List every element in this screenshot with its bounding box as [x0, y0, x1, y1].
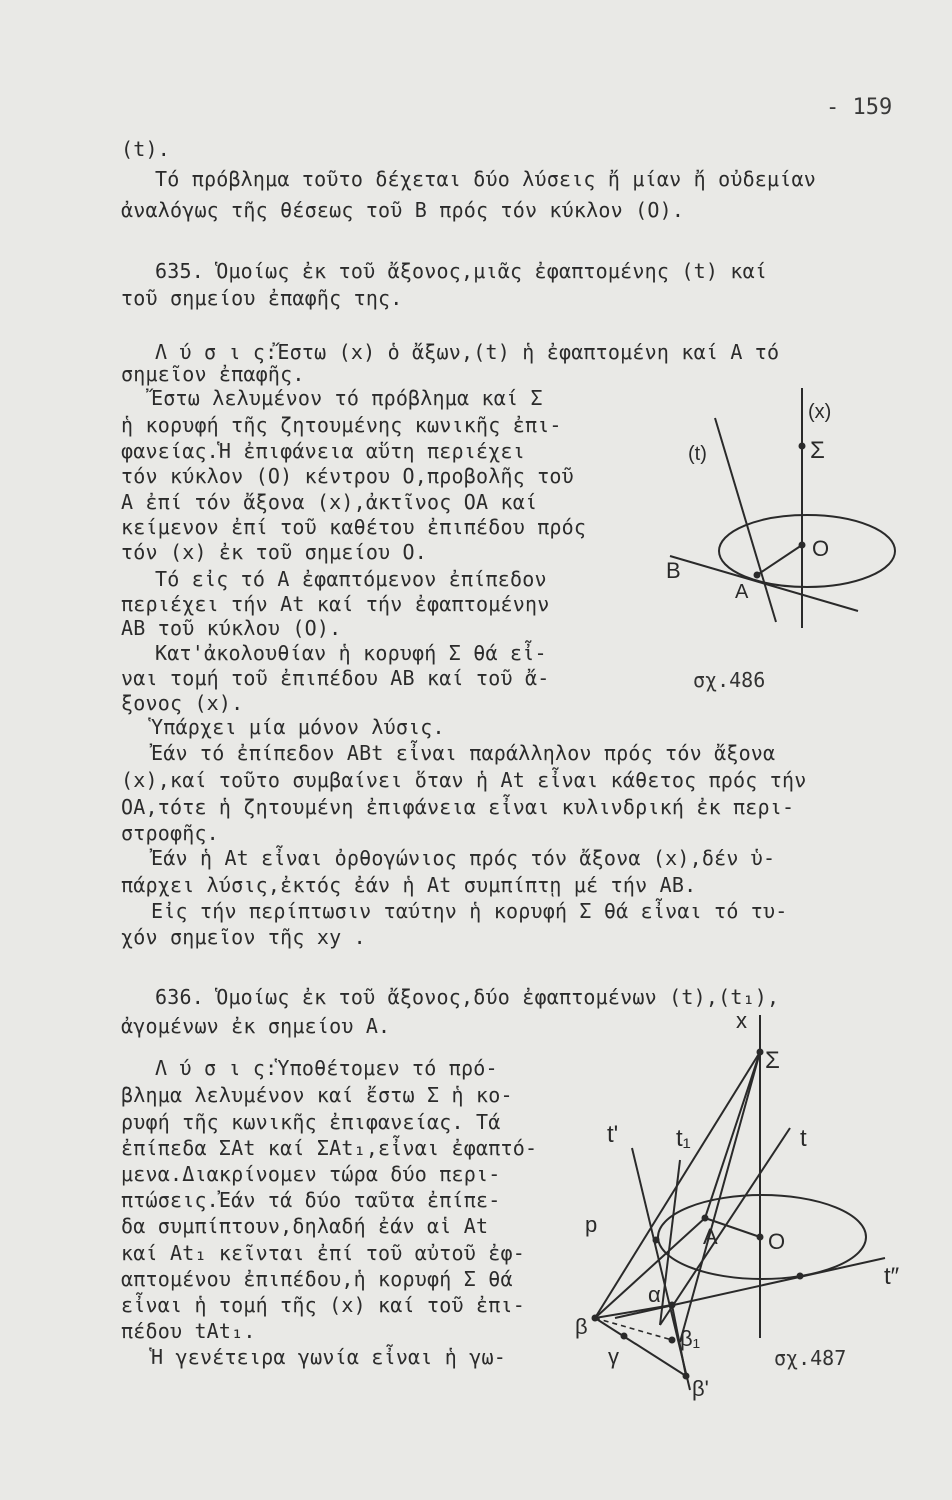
- text-line: Α ἐπί τόν ἄξονα (x),ἀκτῖνος ΟΑ καί: [121, 490, 538, 514]
- text-line: ρυφή τῆς κωνικῆς ἐπιφανείας. Τά: [121, 1110, 501, 1134]
- label-beta: β: [575, 1314, 588, 1339]
- text-line: Ἐάν τό ἐπίπεδον ΑΒt εἶναι παράλληλον πρός τόν ἄξονα: [151, 741, 776, 765]
- text-line: πάρχει λύσις,ἐκτός ἐάν ἡ Αt συμπίπτῃ μέ τήν ΑΒ.: [121, 873, 697, 897]
- problem-636-statement: 636. Ὁμοίως ἐκ τοῦ ἄξονος,δύο ἐφαπτομένων (t),(t₁),: [155, 985, 780, 1009]
- label-sigma: Σ: [810, 437, 825, 464]
- text-line: ΑΒ τοῦ κύκλου (Ο).: [121, 616, 342, 640]
- text-line: απτομένου ἐπιπέδου,ἡ κορυφή Σ θά: [121, 1267, 513, 1291]
- text-line: βλημα λελυμένον καί ἔστω Σ ἡ κο-: [121, 1083, 513, 1107]
- label-b: B: [666, 558, 681, 583]
- text-line: σημεῖον ἐπαφῆς.: [121, 362, 305, 386]
- caption-487: σχ.487: [774, 1346, 847, 1370]
- text-line: Κατ'ἀκολουθίαν ἡ κορυφή Σ θά εἶ-: [155, 641, 547, 665]
- caption-486: σχ.486: [693, 668, 766, 692]
- solution-636-heading: Λ ύ σ ι ς:Ὑποθέτομεν τό πρό-: [155, 1056, 498, 1080]
- point-tangent-contact: [797, 1273, 804, 1280]
- line-sigma-a: [705, 1052, 760, 1218]
- text-line: στροφῆς.: [121, 821, 219, 845]
- text-line: ξονος (x).: [121, 691, 244, 715]
- text-line: Ὑπάρχει μία μόνον λύσις.: [151, 715, 445, 739]
- label-a: A: [735, 581, 749, 603]
- text-line: Τό πρόβλημα τοῦτο δέχεται δύο λύσεις ἤ μίαν ἤ οὐδεμίαν: [155, 167, 817, 191]
- text-line: ἐπίπεδα ΣΑt καί ΣΑt₁,εἶναι ἐφαπτό-: [121, 1136, 538, 1160]
- text-line: φανείας.Ἡ ἐπιφάνεια αὕτη περιέχει: [121, 439, 525, 463]
- label-o: O: [812, 536, 830, 561]
- text-line: Εἰς τήν περίπτωσιν ταύτην ἡ κορυφή Σ θά εἶναι τό τυ-: [151, 899, 788, 923]
- point-sigma: [757, 1049, 764, 1056]
- text-line: Ἡ γενέτειρα γωνία εἶναι ἡ γω-: [151, 1345, 506, 1369]
- label-p: p: [585, 1212, 598, 1237]
- text-line: εἶναι ἡ τομή τῆς (x) καί τοῦ ἐπι-: [121, 1293, 525, 1317]
- label-beta1: β₁: [680, 1326, 701, 1351]
- text-line: Τό εἰς τό Α ἐφαπτόμενον ἐπίπεδον: [155, 567, 547, 591]
- label-t: (t): [688, 443, 707, 465]
- text-line: χόν σημεῖον τῆς xy .: [121, 925, 366, 949]
- label-t-prime: t': [607, 1121, 619, 1148]
- label-t1: t₁: [676, 1125, 691, 1152]
- text-line: πέδου tΑt₁.: [121, 1319, 256, 1343]
- text-line: δα συμπίπτουν,δηλαδή ἐάν αἱ Αt: [121, 1214, 489, 1238]
- text-line: τόν κύκλον (Ο) κέντρου Ο,προβολῆς τοῦ: [121, 464, 574, 488]
- point-o: [757, 1234, 764, 1241]
- label-a: A: [703, 1224, 718, 1249]
- point-beta1: [669, 1337, 676, 1344]
- text-line: κείμενον ἐπί τοῦ καθέτου ἐπιπέδου πρός: [121, 515, 587, 539]
- text-line: καί Αt₁ κεῖνται ἐπί τοῦ αὐτοῦ ἐφ-: [121, 1241, 525, 1265]
- text-line: τόν (x) ἐκ τοῦ σημείου Ο.: [121, 540, 428, 564]
- label-beta-prime: β': [692, 1376, 709, 1401]
- label-alpha: α: [648, 1282, 661, 1307]
- point-p: [653, 1237, 660, 1244]
- text-line: ἡ κορυφή τῆς ζητουμένης κωνικῆς ἐπι-: [121, 413, 562, 437]
- text-line: μενα.Διακρίνομεν τώρα δύο περι-: [121, 1162, 501, 1186]
- page-number: - 159: [826, 95, 893, 120]
- label-sigma: Σ: [765, 1047, 780, 1074]
- text-line: Ἔστω λελυμένον τό πρόβλημα καί Σ: [151, 386, 543, 410]
- point-a: [702, 1215, 709, 1222]
- solution-635-heading: Λ ύ σ ι ς:Ἔστω (x) ὁ ἄξων,(t) ἡ ἐφαπτομένη καί Α τό: [155, 340, 780, 364]
- text-line: τοῦ σημείου ἐπαφῆς της.: [121, 286, 403, 310]
- problem-635-statement: 635. Ὁμοίως ἐκ τοῦ ἄξονος,μιᾶς ἐφαπτομένης (t) καί: [155, 259, 768, 283]
- label-o: O: [768, 1229, 786, 1254]
- label-t-double-prime: t″: [884, 1263, 900, 1290]
- label-x: x: [736, 1008, 747, 1033]
- line-sigma-beta1: [680, 1052, 760, 1342]
- label-t: t: [800, 1125, 807, 1152]
- text-line: πτώσεις.Ἐάν τά δύο ταῦτα ἐπίπε-: [121, 1188, 501, 1212]
- text-line: Ἐάν ἡ Αt εἶναι ὀρθογώνιος πρός τόν ἄξονα (x),δέν ὑ-: [151, 846, 776, 870]
- text-line: ἀγομένων ἐκ σημείου Α.: [121, 1014, 391, 1038]
- text-line: ΟΑ,τότε ἡ ζητουμένη ἐπιφάνεια εἶναι κυλινδρική ἐκ περι-: [121, 795, 795, 819]
- text-line: (x),καί τοῦτο συμβαίνει ὅταν ἡ Αt εἶναι κάθετος πρός τήν: [121, 768, 807, 792]
- point-alpha: [669, 1302, 676, 1309]
- text-line: περιέχει τήν Αt καί τήν ἐφαπτομένην: [121, 592, 550, 616]
- point-gamma: [621, 1333, 628, 1340]
- label-x: (x): [808, 401, 832, 423]
- text-line: ναι τομή τοῦ ἐπιπέδου ΑΒ καί τοῦ ἄ-: [121, 666, 550, 690]
- text-line: ἀναλόγως τῆς θέσεως τοῦ Β πρός τόν κύκλον (Ο).: [121, 198, 685, 222]
- point-beta-prime: [683, 1373, 690, 1380]
- point-beta: [592, 1315, 599, 1322]
- label-gamma: γ: [608, 1344, 619, 1369]
- text-line: (t).: [121, 137, 170, 161]
